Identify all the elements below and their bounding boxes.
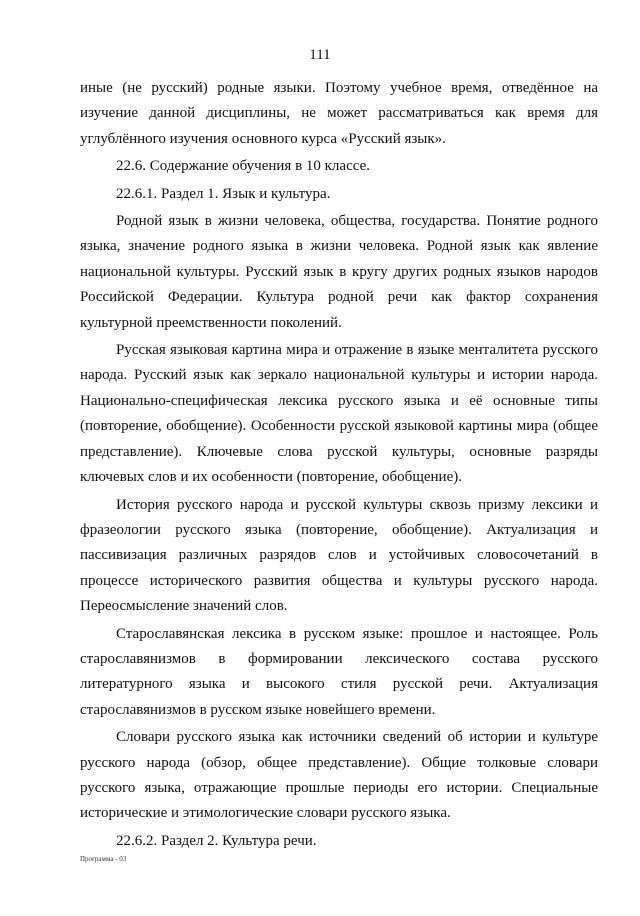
paragraph-continuation: иные (не русский) родные языки. Поэтому учебное время, отведённое на изучение данной дисциплины, не может рассматриваться как время для углублённого изучения основного курса «Русский язык». (80, 80, 598, 147)
document-body (80, 76, 598, 856)
subsection-heading-22-6-1: 22.6.1. Раздел 1. Язык и культура. (116, 185, 331, 202)
paragraph-dictionaries: Словари русского языка как источники сведений об истории и культуре русского народа (обзор, общее представление). Общие толковые словари русского языка, отражающие прошлые периоды его истории. Специальные исторические и этимологические словари русского языка. (80, 729, 598, 822)
paragraph-language-picture: Русская языковая картина мира и отражение в языке менталитета русского народа. Русский язык как зеркало национальной культуры и истории народа. Национально-специфическая лексика русского языка и её основные типы (повторение, обобщение). Особенности русской языковой картины мира (общее представление). Ключевые слова русской культуры, основные разряды ключевых слов и их особенности (повторение, обобщение). (80, 342, 598, 486)
section-heading-22-6: 22.6. Содержание обучения в 10 классе. (116, 158, 370, 175)
paragraph-history-lexicon: История русского народа и русской культуры сквозь призму лексики и фразеологии русского языка (повторение, обобщение). Актуализация и пассивизация различных разрядов слов и устойчивых словосочетаний в процессе исторического развития общества и культуры русского народа. Переосмысление значений слов. (80, 496, 598, 615)
paragraph-old-slavonic: Старославянская лексика в русском языке: прошлое и настоящее. Роль старославянизмов в формировании лексического состава русского литературного языка и высокого стиля русской речи. Актуализация старославянизмов в русском языке новейшего времени. (80, 625, 598, 718)
footer-label: Программа - 03 (80, 855, 127, 863)
paragraph-native-language: Родной язык в жизни человека, общества, государства. Понятие родного языка, значение родного языка в жизни человека. Родной язык как явление национальной культуры. Русский язык в кругу других родных языков народов Российской Федерации. Культура родной речи как фактор сохранения культурной преемственности поколений. (80, 213, 598, 331)
page-number: 111 (309, 47, 331, 63)
subsection-heading-22-6-2: 22.6.2. Раздел 2. Культура речи. (116, 832, 317, 849)
